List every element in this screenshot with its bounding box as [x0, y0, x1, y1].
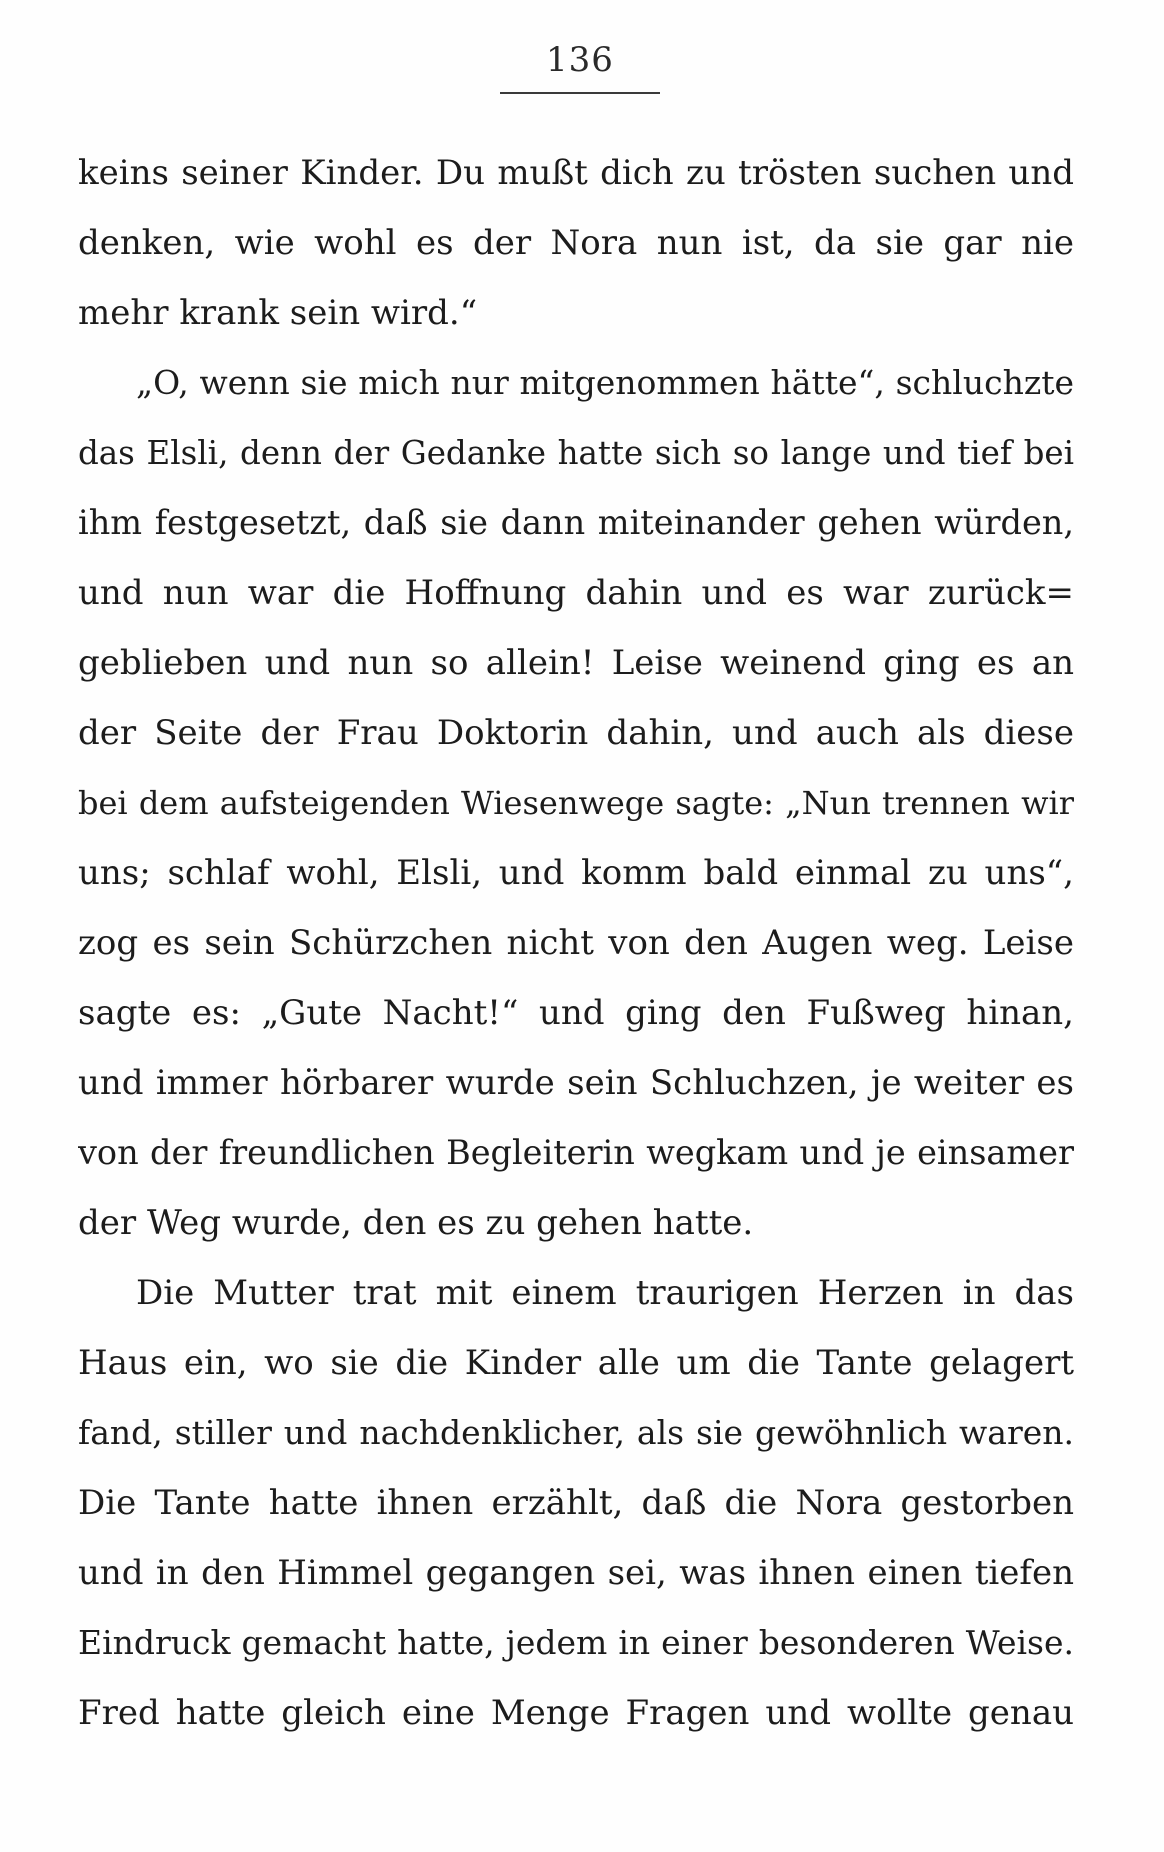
- page-number-rule: [500, 92, 660, 94]
- text-line: Die Mutter trat mit einem traurigen Herzen in das: [136, 1273, 1074, 1313]
- text-line: ihm festgesetzt, daß sie dann miteinander gehen würden,: [78, 503, 1074, 542]
- text-line: mehr krank sein wird.“: [78, 293, 478, 333]
- text-line: Eindruck gemacht hatte, jedem in einer besonderen Weise.: [78, 1623, 1074, 1662]
- text-line: und immer hörbarer wurde sein Schluchzen, je weiter es: [78, 1063, 1074, 1103]
- text-line: Haus ein, wo sie die Kinder alle um die Tante gelagert: [78, 1343, 1074, 1383]
- text-line: Fred hatte gleich eine Menge Fragen und wollte genau: [78, 1693, 1074, 1733]
- text-line: der Weg wurde, den es zu gehen hatte.: [78, 1203, 754, 1243]
- page-number: 136: [546, 40, 614, 80]
- text-line: von der freundlichen Begleiterin wegkam und je einsamer: [78, 1133, 1074, 1172]
- text-line: uns; schlaf wohl, Elsli, und komm bald einmal zu uns“,: [78, 853, 1074, 893]
- text-line: fand, stiller und nachdenklicher, als sie gewöhnlich waren.: [78, 1413, 1074, 1452]
- text-line: der Seite der Frau Doktorin dahin, und auch als diese: [78, 713, 1074, 753]
- text-line: und nun war die Hoffnung dahin und es war zurück=: [78, 573, 1074, 613]
- text-line: zog es sein Schürzchen nicht von den Augen weg. Leise: [78, 923, 1074, 963]
- text-line: sagte es: „Gute Nacht!“ und ging den Fußweg hinan,: [78, 993, 1074, 1033]
- text-line: Die Tante hatte ihnen erzählt, daß die Nora gestorben: [78, 1483, 1074, 1523]
- body-text: [78, 138, 1074, 1748]
- text-line: bei dem aufsteigenden Wiesenwege sagte: „Nun trennen wir: [78, 784, 1074, 822]
- text-line: keins seiner Kinder. Du mußt dich zu trösten suchen und: [78, 153, 1074, 193]
- text-line: das Elsli, denn der Gedanke hatte sich so lange und tief bei: [78, 434, 1074, 472]
- text-line: denken, wie wohl es der Nora nun ist, da sie gar nie: [78, 223, 1074, 263]
- text-line: „O, wenn sie mich nur mitgenommen hätte“, schluchzte: [136, 363, 1074, 402]
- text-line: geblieben und nun so allein! Leise weinend ging es an: [78, 643, 1074, 683]
- text-line: und in den Himmel gegangen sei, was ihnen einen tiefen: [78, 1553, 1074, 1593]
